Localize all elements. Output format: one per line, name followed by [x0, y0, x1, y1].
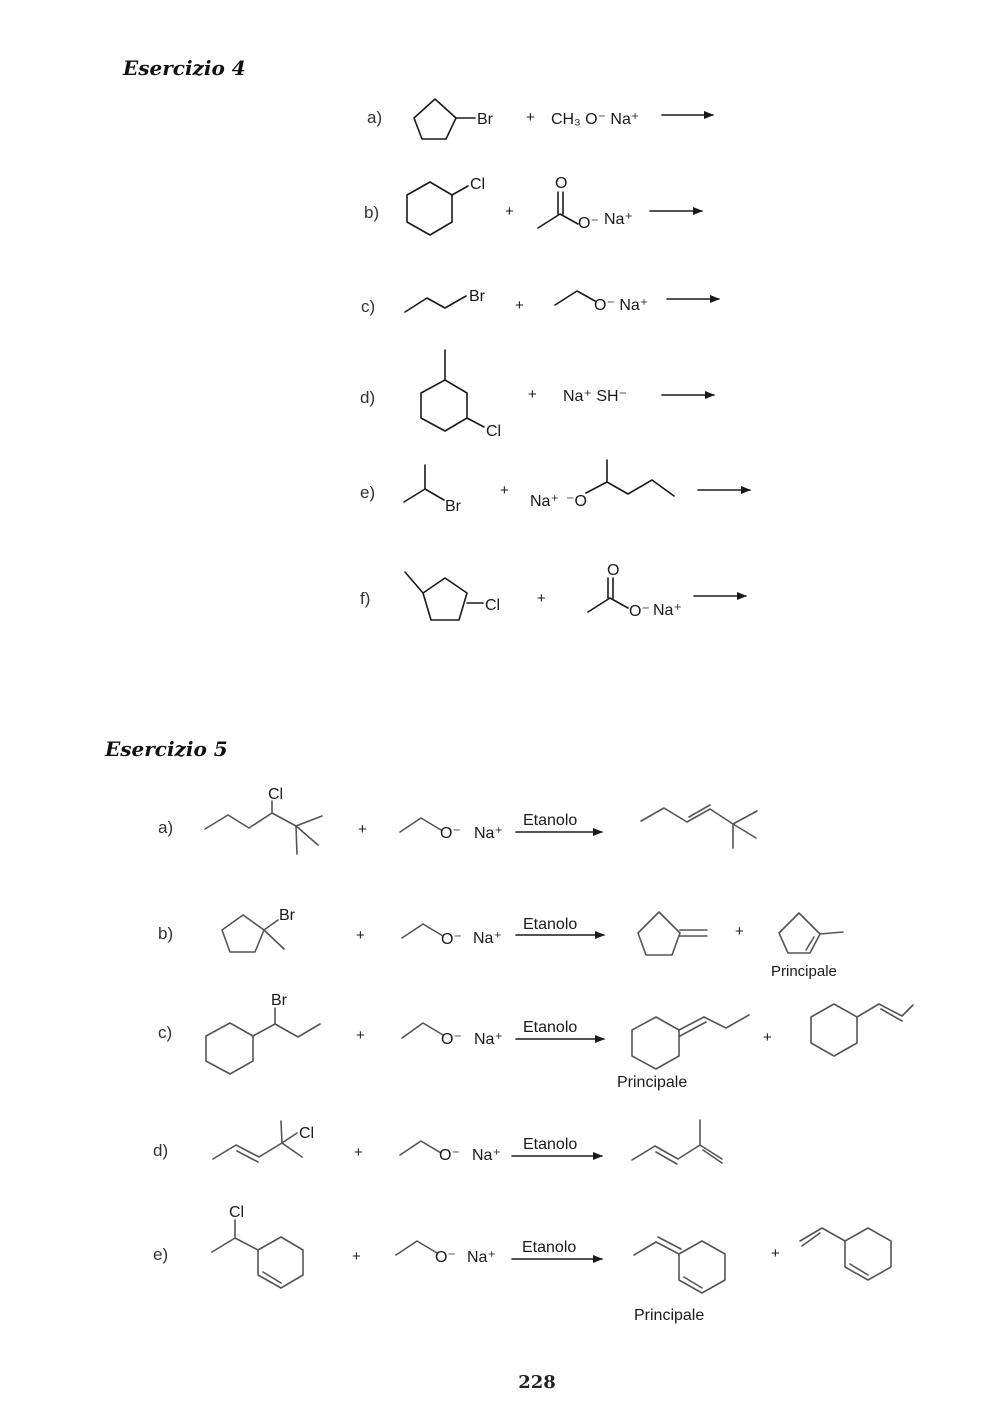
ex4-reaction-c: [405, 288, 719, 314]
ex5c-plus: +: [356, 1027, 365, 1044]
cyclohexane-ring: [811, 1004, 857, 1056]
ex5d-plus: +: [354, 1144, 363, 1161]
ex4-label-a: a): [367, 108, 383, 127]
cyclohexene-ring: [679, 1241, 725, 1293]
ex5c-solvent: Etanolo: [523, 1019, 578, 1036]
ex5d-base: O⁻: [439, 1147, 460, 1164]
ex5e-base: O⁻: [435, 1249, 456, 1266]
ex5e-chlorine: Cl: [229, 1204, 245, 1221]
ex5d-sodium: Na⁺: [472, 1147, 501, 1164]
ex5d-chlorine: Cl: [299, 1125, 315, 1142]
page-number: 228: [518, 1372, 556, 1393]
ex5a-solvent: Etanolo: [523, 812, 578, 829]
ex4a-bromine: Br: [477, 111, 493, 128]
ex5b-major-label: Principale: [771, 963, 837, 980]
ex4-reaction-d: [421, 350, 714, 440]
ex4d-chlorine: Cl: [486, 423, 502, 440]
ex4e-bromine: Br: [445, 498, 461, 515]
ex5b-solvent: Etanolo: [523, 916, 578, 933]
ex4-reaction-a: [414, 99, 713, 139]
ex4-label-c: c): [361, 297, 376, 316]
ex4e-plus: +: [500, 482, 509, 499]
ex4-reaction-b: [407, 175, 702, 235]
ex5a-base: O⁻: [440, 825, 461, 842]
ex5b-plus-2: +: [735, 923, 744, 940]
cyclohexane-ring: [421, 380, 467, 431]
ex5d-solvent: Etanolo: [523, 1136, 578, 1153]
ex4b-oxide: O⁻: [578, 215, 599, 232]
cyclopentane-ring: [222, 915, 264, 952]
ex5a-chlorine: Cl: [268, 786, 284, 803]
ex4f-chlorine: Cl: [485, 597, 501, 614]
ex5e-major-label: Principale: [634, 1307, 705, 1324]
ex4c-reagent: O⁻ Na⁺: [594, 297, 649, 314]
cyclohexane-ring: [632, 1017, 679, 1069]
ex5-label-b: b): [158, 924, 174, 943]
ex5b-base: O⁻: [441, 931, 462, 948]
ex5c-bromine: Br: [271, 992, 287, 1009]
ex5c-base: O⁻: [441, 1031, 462, 1048]
ex4f-sodium: Na⁺: [653, 602, 682, 619]
exercise-4-title: Esercizio 4: [123, 56, 246, 80]
ex4f-carbonyl-oxygen: O: [607, 562, 620, 579]
ex5b-bromine: Br: [279, 907, 295, 924]
ex5a-sodium: Na⁺: [474, 825, 503, 842]
ex4e-sodium: Na⁺: [530, 493, 559, 510]
ex5c-sodium: Na⁺: [474, 1031, 503, 1048]
ex5-label-c: c): [158, 1023, 173, 1042]
ex5-reaction-b: [222, 907, 843, 980]
ex5b-sodium: Na⁺: [473, 930, 502, 947]
ex4-label-d: d): [360, 388, 376, 407]
ex4-reaction-e: [404, 460, 750, 515]
ex4b-plus: +: [505, 203, 514, 220]
cyclopentane-ring: [423, 578, 467, 620]
methylenecyclopentane-ring: [638, 912, 680, 955]
ex5e-plus: +: [352, 1248, 361, 1265]
ex5e-plus-2: +: [771, 1245, 780, 1262]
ex4b-sodium: Na⁺: [604, 211, 633, 228]
ex4c-plus: +: [515, 297, 524, 314]
ex5-reaction-e: [212, 1204, 891, 1324]
ex4d-plus: +: [528, 386, 537, 403]
ex5b-plus: +: [356, 927, 365, 944]
ex4c-bromine: Br: [469, 288, 485, 305]
ex4-label-b: b): [364, 203, 380, 222]
ex4b-chlorine: Cl: [470, 176, 486, 193]
ex5-label-a: a): [158, 818, 174, 837]
methylcyclopentene-ring: [779, 913, 820, 953]
ex4a-plus: +: [526, 109, 535, 126]
ex5e-solvent: Etanolo: [522, 1239, 577, 1256]
ex5-label-d: d): [153, 1141, 169, 1160]
ex4d-reagent: Na⁺ SH⁻: [563, 388, 628, 405]
ex4e-oxide: ⁻O: [566, 493, 587, 510]
cyclopentane-ring: [414, 99, 456, 139]
ex4b-carbonyl-oxygen: O: [555, 175, 568, 192]
ex5c-major-label: Principale: [617, 1074, 688, 1091]
cyclohexene-ring: [845, 1228, 891, 1280]
cyclohexane-ring: [407, 182, 452, 235]
ex5c-plus-2: +: [763, 1029, 772, 1046]
ex4f-plus: +: [537, 590, 546, 607]
ex4f-oxide: O⁻: [629, 603, 650, 620]
ex4-label-f: f): [360, 589, 371, 608]
ex4-reaction-f: [405, 562, 746, 620]
cyclohexene-ring: [258, 1237, 303, 1288]
ex5a-plus: +: [358, 821, 367, 838]
ex5-reaction-a: [205, 786, 757, 854]
cyclohexane-ring: [206, 1023, 253, 1074]
ex4-label-e: e): [360, 483, 376, 502]
ex5-label-e: e): [153, 1245, 169, 1264]
ex4a-reagent: CH₃ O⁻ Na⁺: [551, 111, 640, 128]
ex5e-sodium: Na⁺: [467, 1249, 496, 1266]
exercise-5-title: Esercizio 5: [105, 737, 228, 761]
ex5-reaction-c: [206, 992, 913, 1091]
ex5-reaction-d: [213, 1120, 722, 1164]
